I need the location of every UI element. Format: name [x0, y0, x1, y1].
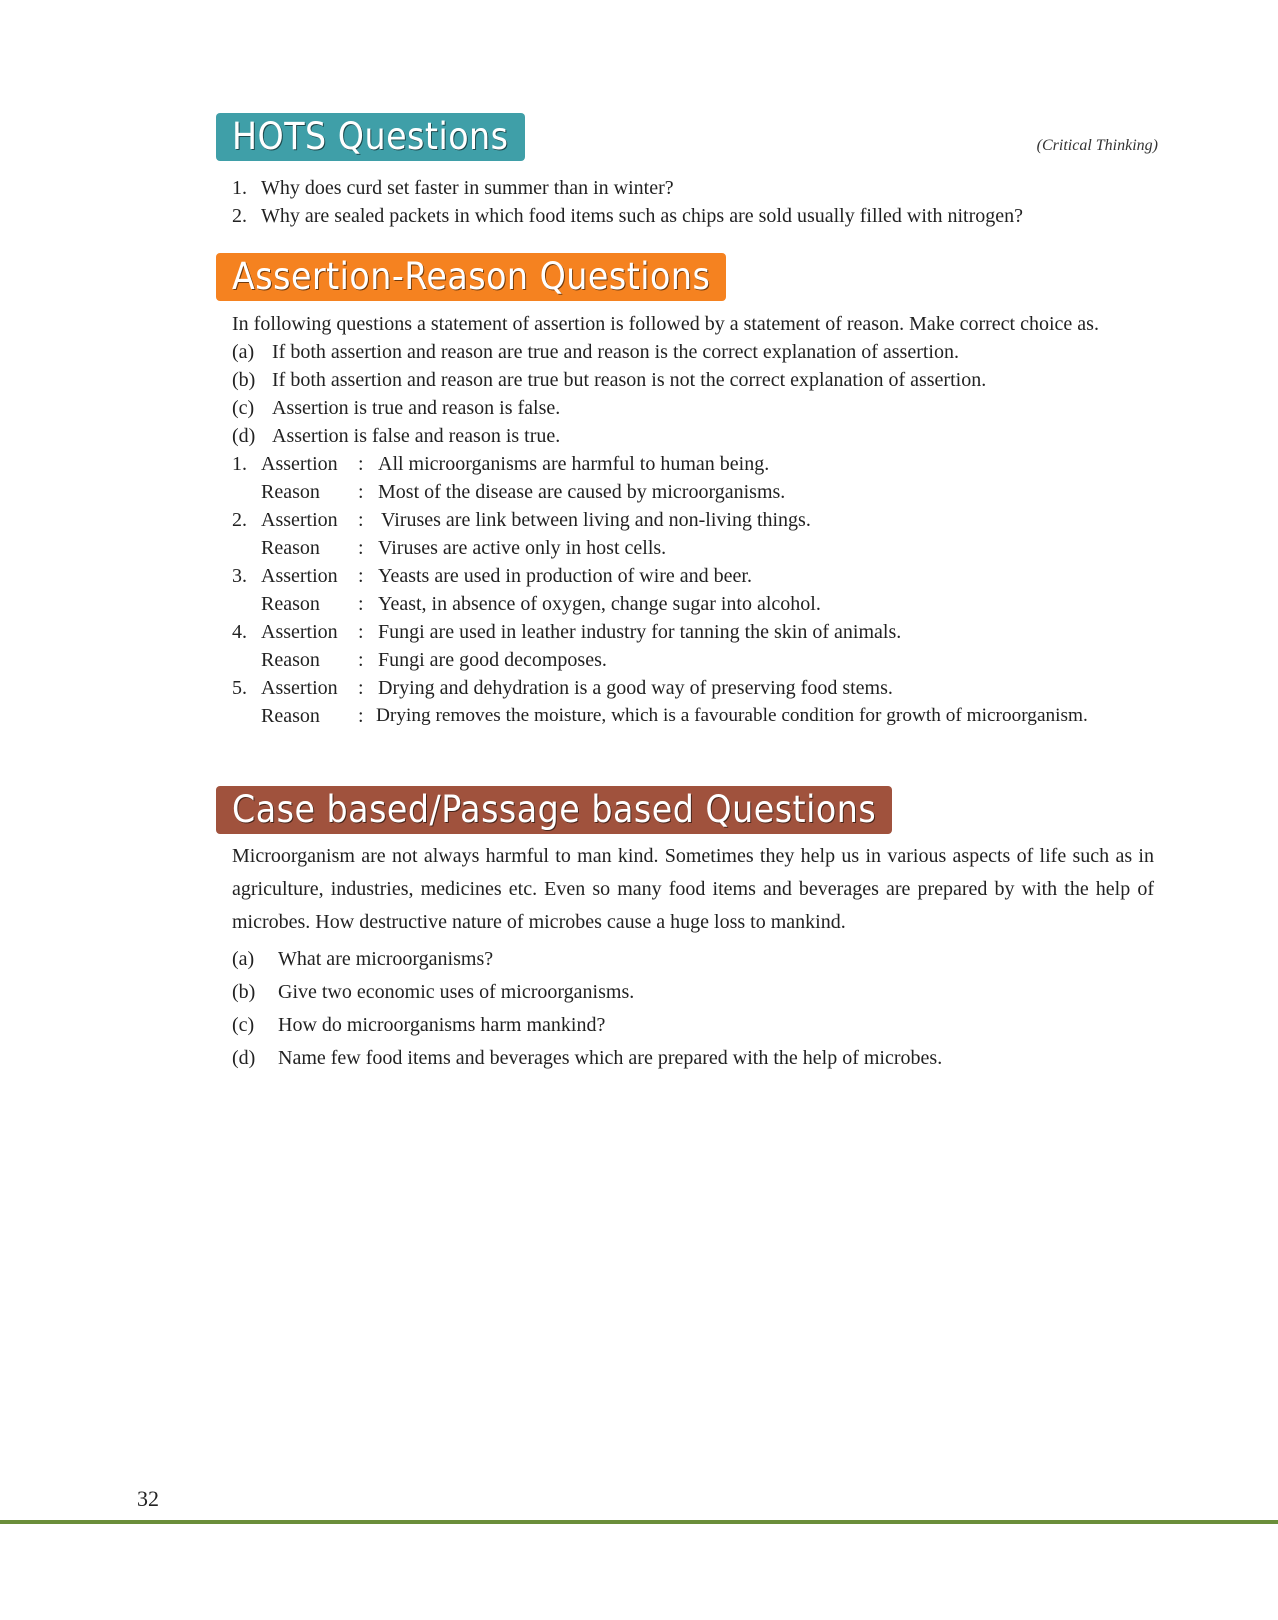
reason-label: Reason	[261, 537, 320, 559]
option-label: (c)	[232, 397, 255, 419]
option-text: If both assertion and reason are true and reason is the correct explanation of assertion.	[272, 341, 959, 363]
colon: :	[358, 537, 364, 559]
question-label: (c)	[232, 1014, 255, 1036]
hots-section-heading: HOTS Questions	[216, 113, 525, 161]
option-text: Assertion is true and reason is false.	[272, 397, 561, 419]
assertion-label: Assertion	[261, 677, 338, 699]
option-label: (a)	[232, 341, 255, 363]
question-text: How do microorganisms harm mankind?	[278, 1014, 606, 1036]
assertion-text: Yeasts are used in production of wire and beer.	[378, 565, 752, 587]
assertion-label: Assertion	[261, 453, 338, 475]
colon: :	[358, 705, 364, 727]
question-label: (a)	[232, 948, 255, 970]
reason-label: Reason	[261, 649, 320, 671]
colon: :	[358, 649, 364, 671]
item-number: 1.	[232, 453, 247, 475]
reason-text: Yeast, in absence of oxygen, change sugar into alcohol.	[378, 593, 821, 615]
reason-label: Reason	[261, 705, 320, 727]
option-label: (d)	[232, 425, 256, 447]
reason-text: Fungi are good decomposes.	[378, 649, 607, 671]
question-text: Name few food items and beverages which are prepared with the help of microbes.	[278, 1047, 943, 1069]
colon: :	[358, 593, 364, 615]
question-label: (d)	[232, 1047, 256, 1069]
assertion-intro: In following questions a statement of assertion is followed by a statement of reason. Make correct choice as.	[232, 313, 1099, 335]
assertion-reason-section-heading: Assertion-Reason Questions	[216, 253, 726, 301]
assertion-text: All microorganisms are harmful to human being.	[378, 453, 770, 475]
assertion-text: Drying and dehydration is a good way of preserving food stems.	[378, 677, 893, 699]
question-label: (b)	[232, 981, 256, 1003]
item-number: 5.	[232, 677, 247, 699]
item-number: 3.	[232, 565, 247, 587]
reason-text: Viruses are active only in host cells.	[378, 537, 667, 559]
assertion-label: Assertion	[261, 509, 338, 531]
reason-label: Reason	[261, 481, 320, 503]
question-text: Give two economic uses of microorganisms.	[278, 981, 635, 1003]
question-text: Why are sealed packets in which food items such as chips are sold usually filled with nitrogen?	[261, 205, 1024, 227]
assertion-text: Fungi are used in leather industry for tanning the skin of animals.	[378, 621, 902, 643]
question-number: 2.	[232, 205, 247, 227]
reason-label: Reason	[261, 593, 320, 615]
option-label: (b)	[232, 369, 256, 391]
critical-thinking-label: (Critical Thinking)	[1036, 137, 1158, 154]
question-text: What are microorganisms?	[278, 948, 494, 970]
page-number: 32	[137, 1486, 159, 1511]
assertion-label: Assertion	[261, 621, 338, 643]
assertion-text: Viruses are link between living and non-living things.	[381, 509, 811, 531]
assertion-label: Assertion	[261, 565, 338, 587]
option-text: If both assertion and reason are true but reason is not the correct explanation of assertion.	[272, 369, 987, 391]
reason-text: Most of the disease are caused by microorganisms.	[378, 481, 786, 503]
item-number: 2.	[232, 509, 247, 531]
footer-rule	[0, 1520, 1278, 1524]
question-text: Why does curd set faster in summer than in winter?	[261, 177, 674, 199]
option-text: Assertion is false and reason is true.	[272, 425, 561, 447]
case-based-section-heading: Case based/Passage based Questions	[216, 786, 892, 834]
reason-text: Drying removes the moisture, which is a favourable condition for growth of microorganism.	[376, 705, 1088, 726]
colon: :	[358, 481, 364, 503]
colon: :	[358, 453, 364, 475]
question-number: 1.	[232, 177, 247, 199]
item-number: 4.	[232, 621, 247, 643]
colon: :	[358, 621, 364, 643]
case-passage: Microorganism are not always harmful to man kind. Sometimes they help us in various aspects of life such as in agriculture, industries, medicines etc. Even so many food items and beverages are prepared by with the help of microbes. How destructive nature of microbes cause a huge loss to mankind.	[232, 845, 1154, 933]
colon: :	[358, 677, 364, 699]
colon: :	[358, 509, 364, 531]
colon: :	[358, 565, 364, 587]
